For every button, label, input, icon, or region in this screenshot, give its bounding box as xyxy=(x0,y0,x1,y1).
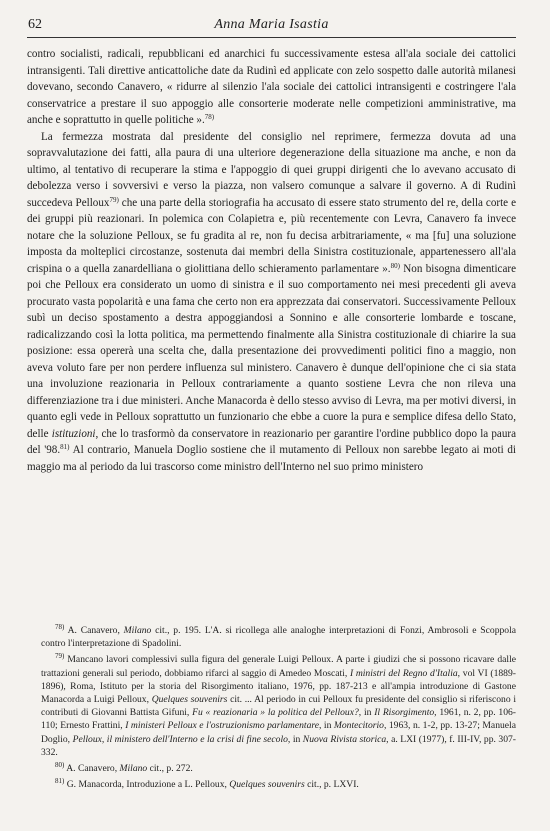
footnote-78-author: A. Canavero, xyxy=(67,625,120,636)
header-rule xyxy=(27,37,516,38)
footnote-81 xyxy=(27,778,516,791)
footnote-80-text: cit., p. 272. xyxy=(147,763,193,775)
footnote-79-author-3: Giovanni Battista Gifuni, xyxy=(91,707,190,719)
footnote-79-author-4: Ernesto Frattini, xyxy=(60,720,123,732)
footnote-79-work-1: I ministri del Regno d'Italia xyxy=(349,667,458,679)
footnote-79-work-8: Nuova Rivista storica xyxy=(302,733,387,745)
footnote-79-number: 79) xyxy=(55,652,65,661)
footnote-79-text-7: , 1963, n. 1-2, pp. 13-27; xyxy=(383,720,483,732)
paragraph-2-text-c: Non bisogna dimenticare poi che Pelloux era considerato un uomo di sinistra e il suo comportamento nei mesi precedenti gli aveva procurato vasta popolarità e una fama che certo non era apprezzata dai conservatori. Successivamente Pelloux subì un deciso spostamento a destra appoggiandosi a Sonnino e alle consorterie lombarde e toscane, radicalizzando così la lotta politica, ma permettendo finalmente alla Sinistra costituzionale di chiarire la sua posizione: essa opererà una scelta che, dalla presentazione dei provvedimenti politici fino a maggio, non aveva voluto fare per non perdere influenza sul ministero. Canavero è dunque dell'opinione che ci sia stata una involuzione reazionaria in Pelloux contrariamente a quanto sostiene Levra che non rileva una differenziazione tra i due ministeri. Anche Manacorda è dello stesso avviso di Levra, ma per motivi diversi, in quanto egli vede in Pelloux soprattutto un funzionario che ebbe a cuore la pura e semplice difesa dello Stato, delle xyxy=(27,262,516,440)
paragraph-2-italic: istituzioni xyxy=(51,427,96,440)
footnote-81-text: cit., p. LXVI. xyxy=(304,779,359,791)
footnote-80-work: Milano xyxy=(119,763,148,775)
footnote-79-author-5: Manuela Doglio, xyxy=(41,720,516,745)
page-number: 62 xyxy=(28,17,42,32)
paragraph-1-text: contro socialisti, radicali, repubblicani ed anarchici fu successivamente estesa all'ala sociale dei cattolici intransigenti. Tali direttive anticattoliche date da Rudinì ed applicate con zelo sospetto dalle autorità milanesi dovevano, secondo Canavero, « ridurre al silenzio l'ala sociale dei cattolici intransigenti e costringere l'ala conservatrice a prestare il suo appoggio alle consorterie moderate nelle competizioni amministrative, ma anche e soprattutto in quelle politiche ». xyxy=(27,48,516,126)
footnote-78 xyxy=(27,624,516,650)
footnote-81-number: 81) xyxy=(55,777,65,786)
footnote-79-author-2: Luigi Pelloux, xyxy=(93,694,149,706)
footnote-79 xyxy=(27,653,516,759)
footnote-81-author-2: L. Pelloux, xyxy=(184,779,227,791)
footnote-79-work-7: Pelloux, il ministero dell'Interno e la crisi di fine secolo xyxy=(72,733,288,745)
footnote-79-text-6: , in xyxy=(319,720,334,732)
footnote-ref-78: 78) xyxy=(204,113,215,121)
paragraph-2-text-e: Al contrario, Manuela Doglio sostiene che il mutamento di Pelloux non sarebbe legato ai moti di maggio ma al periodo da lui trascorso come ministro dell'Interno nel suo primo ministero xyxy=(27,444,516,473)
footnote-78-work: Milano xyxy=(123,625,152,636)
footnote-79-work-5: I ministeri Pelloux e l'ostruzionismo parlamentare xyxy=(125,720,319,732)
footnote-79-text-3: cit. ... Al periodo in cui Pelloux fu presidente del consiglio si riferiscono i contributi di xyxy=(41,694,517,719)
footnote-79-text-4: , in xyxy=(358,707,375,719)
paragraph-2-text-a: La fermezza mostrata dal presidente del consiglio nel reprimere, fermezza dovuta ad una sopravvalutazione dei fatti, alla paura di una ulteriore degenerazione della situazione ma anche, e non da ultimo, al tentativo di recuperare la stima e l'appoggio di quei gruppi dirigenti che lo avevano accusato di debolezza verso i sovversivi e verso la piazza, non valsero comunque a salvare il governo. A di Rudinì succedeva Pelloux xyxy=(27,130,516,209)
footnote-81-pre: Introduzione a xyxy=(124,779,185,791)
running-title: Anna Maria Isastia xyxy=(214,17,329,32)
footnote-ref-81: 81) xyxy=(60,443,70,451)
footnote-79-text-2: , vol VI (1889-1896), Roma, Istituto per la storia del Risorgimento italiano, 1976, pp. 187-213 e all'ampia introduzione di Gastone Manacorda a xyxy=(41,667,516,706)
footnote-79-work-4: Il Risorgimento xyxy=(374,707,435,719)
footnote-79-text-1: Mancano lavori complessivi sulla figura del generale Luigi Pelloux. A parte i giudizi che si possono ricavare dalle trattazioni generali sul periodo, dobbiamo rifarci al saggio di xyxy=(41,654,516,679)
page-header xyxy=(27,12,516,34)
paragraph-2-text-d: , che lo trasformò da conservatore in reazionario per garantire l'ordine pubblico dopo la paura del '98. xyxy=(27,427,516,456)
footnote-79-author-1: Amedeo Moscati, xyxy=(278,667,348,679)
footnote-80-number: 80) xyxy=(55,761,65,770)
paragraph-2 xyxy=(27,129,516,476)
footnote-80 xyxy=(27,762,516,775)
footnote-ref-79: 79) xyxy=(109,195,119,204)
footnote-79-text-5: , 1961, n. 2, pp. 106-110; xyxy=(41,707,516,732)
footnote-79-work-2: Quelques souvenirs xyxy=(151,694,228,706)
footnote-ref-80: 80) xyxy=(390,261,400,270)
footnote-80-author: A. Canavero, xyxy=(66,763,118,775)
main-text xyxy=(27,46,516,475)
footnote-79-work-3: Fu « reazionaria » la politica del Pelloux? xyxy=(192,707,359,719)
footnote-78-number: 78) xyxy=(55,623,65,631)
footnotes xyxy=(27,624,516,794)
paragraph-2-text-b: che una parte della storiografia ha accusato di essere stato strumento del re, della corte e dei gruppi più reazionari. In polemica con Colapietra e, più recentemente con Levra, Canavero fa invece notare che la soluzione Pelloux, se fu gradita al re, non fu decisa arbitrariamente, « ma [fu] una soluzione imposta da molteplici circostanze, sostenuta dai membri della Sinistra costituzionale, appartenessero all'ala crispina o a quella zanardelliana o giolittiana dello schieramento parlamentare ». xyxy=(27,196,516,275)
footnote-79-text-9: , a. LXI (1977), f. III-IV, pp. 307-332. xyxy=(41,733,516,758)
footnote-79-work-6: Montecitorio xyxy=(333,720,384,732)
footnote-81-work: Quelques souvenirs xyxy=(229,779,305,791)
paragraph-1 xyxy=(27,46,516,129)
footnote-79-text-8: , in xyxy=(287,733,303,745)
footnote-81-author: G. Manacorda, xyxy=(66,779,125,791)
footnote-78-text: cit., p. 195. L'A. si ricollega alle analoghe interpretazioni di Fonzi, Ambrosoli e Scoppola contro l'interpretazione di Spadolini. xyxy=(41,625,517,650)
